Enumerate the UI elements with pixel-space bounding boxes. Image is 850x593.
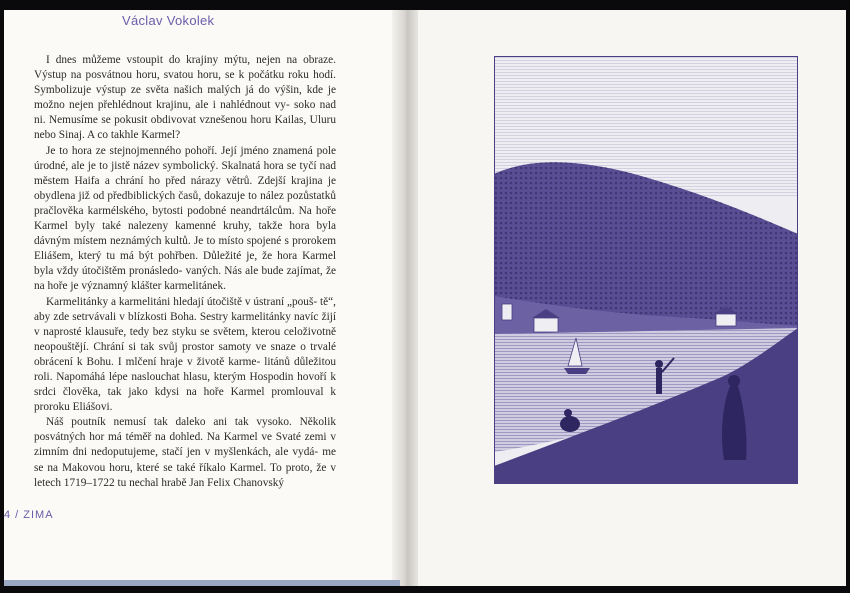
paragraph xyxy=(34,295,336,416)
text-line: neandrtálcům. Na hoře Karmel byly také nalezeny kamenné xyxy=(34,204,337,233)
text-line: kde je možno nejen přehlédnout krajinu, ale i nahlédnout vy- xyxy=(34,84,337,112)
text-line: litánů důležitou roli. Napomáhá lépe naslouchat hlasu, kterým xyxy=(34,355,337,383)
running-head: Václav Vokolek xyxy=(122,13,215,28)
text-line: tě“, aby zde setrvávali v blízkosti Boha. Sestry karmelitánky xyxy=(34,295,337,323)
text-line: Hospodin hovoří k srdci člověka, tak jako kdysi na hoře Karmel xyxy=(34,370,336,399)
text-line: v zimním dni nedoputujeme, stačí jen v myšlenkách, ale vydá- xyxy=(34,431,336,459)
text-line: Je to hora ze stejnojmenného pohoří. Její jméno znamená xyxy=(46,144,313,157)
text-line: že v letech 1719–1722 tu nechal hrabě Jan Felix Chanovský xyxy=(34,461,336,489)
text-line: Kailas, Uluru nebo Sinaj. A co takhle Karmel? xyxy=(34,114,337,142)
text-line: Výstup na posvátnou horu, svatou horu, se k počátku roku xyxy=(34,69,309,82)
paragraph xyxy=(34,415,336,490)
text-line: Náš poutník nemusí tak daleko ani tak vysoko. Několik xyxy=(46,416,336,429)
text-line: pole úrodné, ale je to jistě název symbolický. Skalnatá hora se xyxy=(34,144,337,172)
text-line: soko nad ni. Nemusíme se pokusit obdivovat vznešenou horu xyxy=(34,99,336,127)
engraving-illustration xyxy=(494,56,798,484)
paragraph xyxy=(34,53,336,144)
text-line: Karmelitánky a karmelitáni hledají útočiště v ústraní „pouš- xyxy=(46,295,318,308)
text-line: tyčí nad městem Haifa a chrání ho před nárazy větrů. Zdejší xyxy=(34,159,336,187)
text-line: karmelitánek. xyxy=(164,280,226,293)
text-line: me se na Makovou horu, které se také říkalo Karmel. To proto, xyxy=(34,446,337,474)
text-line: místo spojené s prorokem Eliášem, který tu má být pohřben. xyxy=(34,235,337,263)
text-line: krajina je obydlena již od předbiblických časů, dokazuje to xyxy=(34,174,336,202)
text-line: vaných. Nás ale bude zajímat, že na hoře je významný klášter xyxy=(34,265,336,293)
text-line: navíc žijí v naprosté klausuře, tedy bez styku se světem, kterou xyxy=(34,310,337,338)
landscape-engraving xyxy=(494,56,798,484)
text-line: promlouval k proroku Eliášovi. xyxy=(34,386,336,414)
text-line: kruhy, takže hora byla dávným místem neznámých kultů. Je to xyxy=(34,220,336,248)
paragraph xyxy=(34,144,336,295)
text-line: nález pozůstatků pračlověka karmélského, bytosti podobné xyxy=(34,189,336,217)
text-line: posvátných hor má téměř na dohled. Na Karmel ve Svaté zemi xyxy=(34,431,327,444)
body-text xyxy=(34,53,336,491)
book-gutter xyxy=(392,10,420,586)
text-line: Důležité je, že hora Karmel byla vždy útočištěm pronásledo- xyxy=(34,250,336,278)
text-line: celoživotně neopouštějí. Chrání si tak svůj prostor samoty ve xyxy=(34,325,336,353)
text-line: snaze o trvalé obrácení k Bohu. I mlčení hraje v životě karme- xyxy=(34,340,337,368)
page-edge-strip xyxy=(4,580,400,586)
text-line: I dnes můžeme vstoupit do krajiny mýtu, nejen na obraze. xyxy=(46,54,336,66)
page-footer: 4 / ZIMA xyxy=(4,509,54,521)
text-line: hodí. Symbolizuje výstup ze světa našich malých já do výšin, xyxy=(34,69,336,97)
